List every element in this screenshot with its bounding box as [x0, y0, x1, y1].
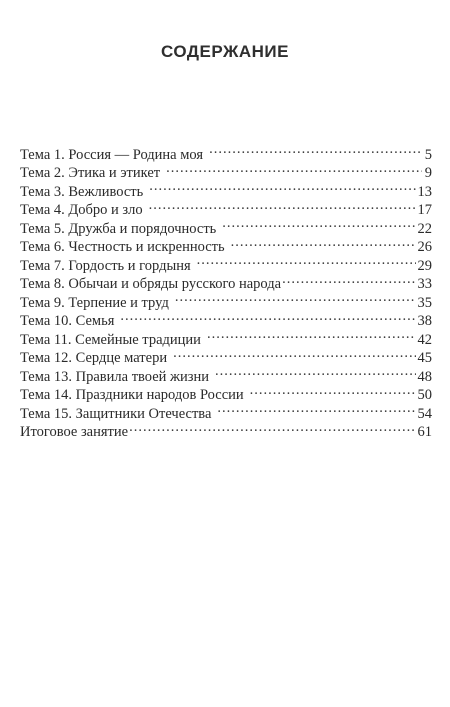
toc-entry [20, 140, 432, 163]
toc-entry-page: 22 [417, 220, 432, 237]
toc-leader-dots [173, 344, 415, 363]
toc-entry-title: Тема 13. Правила твоей жизни [20, 368, 210, 385]
toc-entry-title: Тема 15. Защитники Отечества [20, 405, 212, 422]
toc-entry-title: Тема 8. Обычаи и обряды русского народа [20, 276, 282, 292]
toc-leader-dots [166, 159, 422, 178]
toc-entry-page: 29 [417, 257, 432, 274]
toc-entry-title: Тема 1. Россия — Родина моя [20, 146, 204, 163]
toc-entry-page: 26 [417, 239, 432, 255]
toc-leader-dots [175, 288, 416, 307]
toc-entry-page: 35 [417, 294, 432, 311]
toc-entry-title: Итоговое занятие [20, 424, 129, 440]
toc-entry-page: 50 [417, 387, 432, 403]
toc-leader-dots [222, 214, 415, 233]
page-title: СОДЕРЖАНИЕ [161, 42, 289, 61]
toc-entry-page: 33 [417, 276, 432, 292]
toc-leader-dots [149, 177, 415, 196]
toc-entry-title: Тема 4. Добро и зло [20, 202, 143, 218]
toc-entry-page: 45 [417, 350, 432, 366]
toc-leader-dots [231, 233, 416, 252]
toc-entry-page: 42 [417, 331, 432, 348]
toc-entry-title: Тема 10. Семья [20, 313, 115, 329]
toc-entry-title: Тема 5. Дружба и порядочность [20, 220, 217, 237]
toc-entry-page: 61 [417, 424, 432, 440]
toc-leader-dots [129, 418, 415, 437]
toc-leader-dots [209, 140, 422, 159]
toc-entry-title: Тема 14. Праздники народов России [20, 387, 244, 403]
toc-leader-dots [149, 196, 416, 215]
toc-leader-dots [250, 381, 416, 400]
toc-entry-title: Тема 9. Терпение и труд [20, 294, 169, 311]
toc-entry-title: Тема 12. Сердце матери [20, 350, 168, 366]
toc-leader-dots [207, 325, 416, 344]
toc-entry-title: Тема 6. Честность и искренность [20, 239, 225, 255]
toc-entry-title: Тема 2. Этика и этикет [20, 165, 161, 181]
toc-entry-page: 54 [417, 405, 432, 422]
toc-entry-page: 48 [417, 368, 432, 385]
toc-leader-dots [197, 251, 416, 270]
toc-leader-dots [282, 270, 415, 289]
toc-entry-title: Тема 7. Гордость и гордыня [20, 257, 191, 274]
table-of-contents [20, 140, 432, 440]
toc-leader-dots [217, 399, 415, 418]
toc-entry-title: Тема 3. Вежливость [20, 183, 144, 200]
toc-entry-page: 13 [417, 183, 432, 200]
toc-entry-page: 5 [424, 146, 432, 163]
toc-entry-page: 17 [417, 202, 432, 218]
toc-leader-dots [120, 307, 415, 326]
toc-entry-page: 38 [417, 313, 432, 329]
toc-entry-page: 9 [424, 165, 432, 181]
toc-leader-dots [215, 362, 415, 381]
toc-entry-title: Тема 11. Семейные традиции [20, 331, 201, 348]
